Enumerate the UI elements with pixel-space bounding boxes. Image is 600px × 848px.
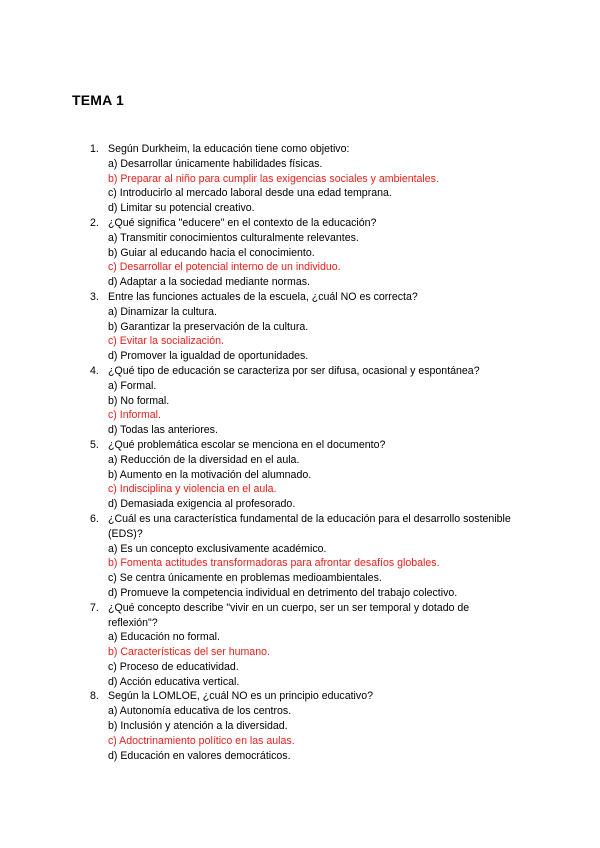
question-item xyxy=(90,438,520,512)
answer-option: a) Transmitir conocimientos culturalmente relevantes. xyxy=(108,231,359,244)
question-number: 5. xyxy=(90,438,99,451)
answer-option: a) Es un concepto exclusivamente académico. xyxy=(108,542,327,555)
answer-option: b) Guiar al educando hacia el conocimiento. xyxy=(108,246,315,259)
answer-option: a) Educación no formal. xyxy=(108,631,220,644)
question-item xyxy=(90,364,520,438)
answer-option: c) Proceso de educatividad. xyxy=(108,660,239,673)
answer-option: d) Limitar su potencial creativo. xyxy=(108,202,255,215)
question-number: 2. xyxy=(90,216,99,229)
answer-option: a) Dinamizar la cultura. xyxy=(108,305,217,318)
answer-option: d) Todas las anteriores. xyxy=(108,424,218,437)
question-text: ¿Qué significa "educere" en el contexto de la educación? xyxy=(108,216,377,229)
answer-option: d) Acción educativa vertical. xyxy=(108,675,240,688)
question-text: ¿Cuál es una característica fundamental de la educación para el desarrollo sostenible (EDS)? xyxy=(108,512,511,540)
answer-option: b) Inclusión y atención a la diversidad. xyxy=(108,720,288,733)
question-text: ¿Qué problemática escolar se menciona en el documento? xyxy=(108,438,386,451)
question-number: 3. xyxy=(90,290,99,303)
question-item xyxy=(90,290,520,364)
question-number: 4. xyxy=(90,364,99,377)
answer-option-correct: c) Evitar la socialización. xyxy=(108,335,224,348)
question-item xyxy=(90,601,520,690)
answer-option-correct: b) Fomenta actitudes transformadoras para afrontar desafíos globales. xyxy=(108,557,440,570)
question-number: 1. xyxy=(90,143,99,155)
answer-option: b) Aumento en la motivación del alumnado. xyxy=(108,468,312,481)
question-number: 7. xyxy=(90,601,99,614)
page-title: TEMA 1 xyxy=(72,92,125,108)
question-number: 8. xyxy=(90,690,99,703)
answer-option-correct: b) Preparar al niño para cumplir las exigencias sociales y ambientales. xyxy=(108,172,439,185)
question-text: Según Durkheim, la educación tiene como objetivo: xyxy=(108,143,350,155)
answer-option-correct: c) Indisciplina y violencia en el aula. xyxy=(108,483,277,496)
answer-option-correct: c) Adoctrinamiento político en las aulas. xyxy=(108,734,295,747)
question-text: Según la LOMLOE, ¿cuál NO es un principio educativo? xyxy=(108,690,373,703)
answer-option: d) Promover la igualdad de oportunidades. xyxy=(108,350,309,363)
question-item xyxy=(90,689,520,763)
answer-option: c) Introducirlo al mercado laboral desde una edad temprana. xyxy=(108,187,392,200)
question-number: 6. xyxy=(90,512,99,525)
answer-option: a) Desarrollar únicamente habilidades físicas. xyxy=(108,157,323,170)
question-list xyxy=(90,142,520,763)
question-item xyxy=(90,216,520,290)
answer-option: d) Adaptar a la sociedad mediante normas. xyxy=(108,276,310,289)
question-item xyxy=(90,512,520,601)
answer-option: d) Promueve la competencia individual en detrimento del trabajo colectivo. xyxy=(108,586,458,599)
answer-option: c) Se centra únicamente en problemas medioambientales. xyxy=(108,572,382,585)
answer-option: a) Reducción de la diversidad en el aula. xyxy=(108,453,300,466)
question-item xyxy=(90,142,520,216)
answer-option: d) Educación en valores democráticos. xyxy=(108,749,291,762)
answer-option-correct: b) Características del ser humano. xyxy=(108,646,270,659)
answer-option: b) Garantizar la preservación de la cultura. xyxy=(108,320,309,333)
question-text: ¿Qué tipo de educación se caracteriza por ser difusa, ocasional y espontánea? xyxy=(108,364,480,377)
question-text: Entre las funciones actuales de la escuela, ¿cuál NO es correcta? xyxy=(108,290,418,303)
answer-option-correct: c) Informal. xyxy=(108,409,161,422)
answer-option: a) Formal. xyxy=(108,379,157,392)
answer-option-correct: c) Desarrollar el potencial interno de un individuo. xyxy=(108,261,341,274)
question-text: ¿Qué concepto describe "vivir en un cuerpo, ser un ser temporal y dotado de reflexión"? xyxy=(108,601,470,629)
answer-option: a) Autonomía educativa de los centros. xyxy=(108,705,292,718)
answer-option: b) No formal. xyxy=(108,394,170,407)
answer-option: d) Demasiada exigencia al profesorado. xyxy=(108,498,296,511)
